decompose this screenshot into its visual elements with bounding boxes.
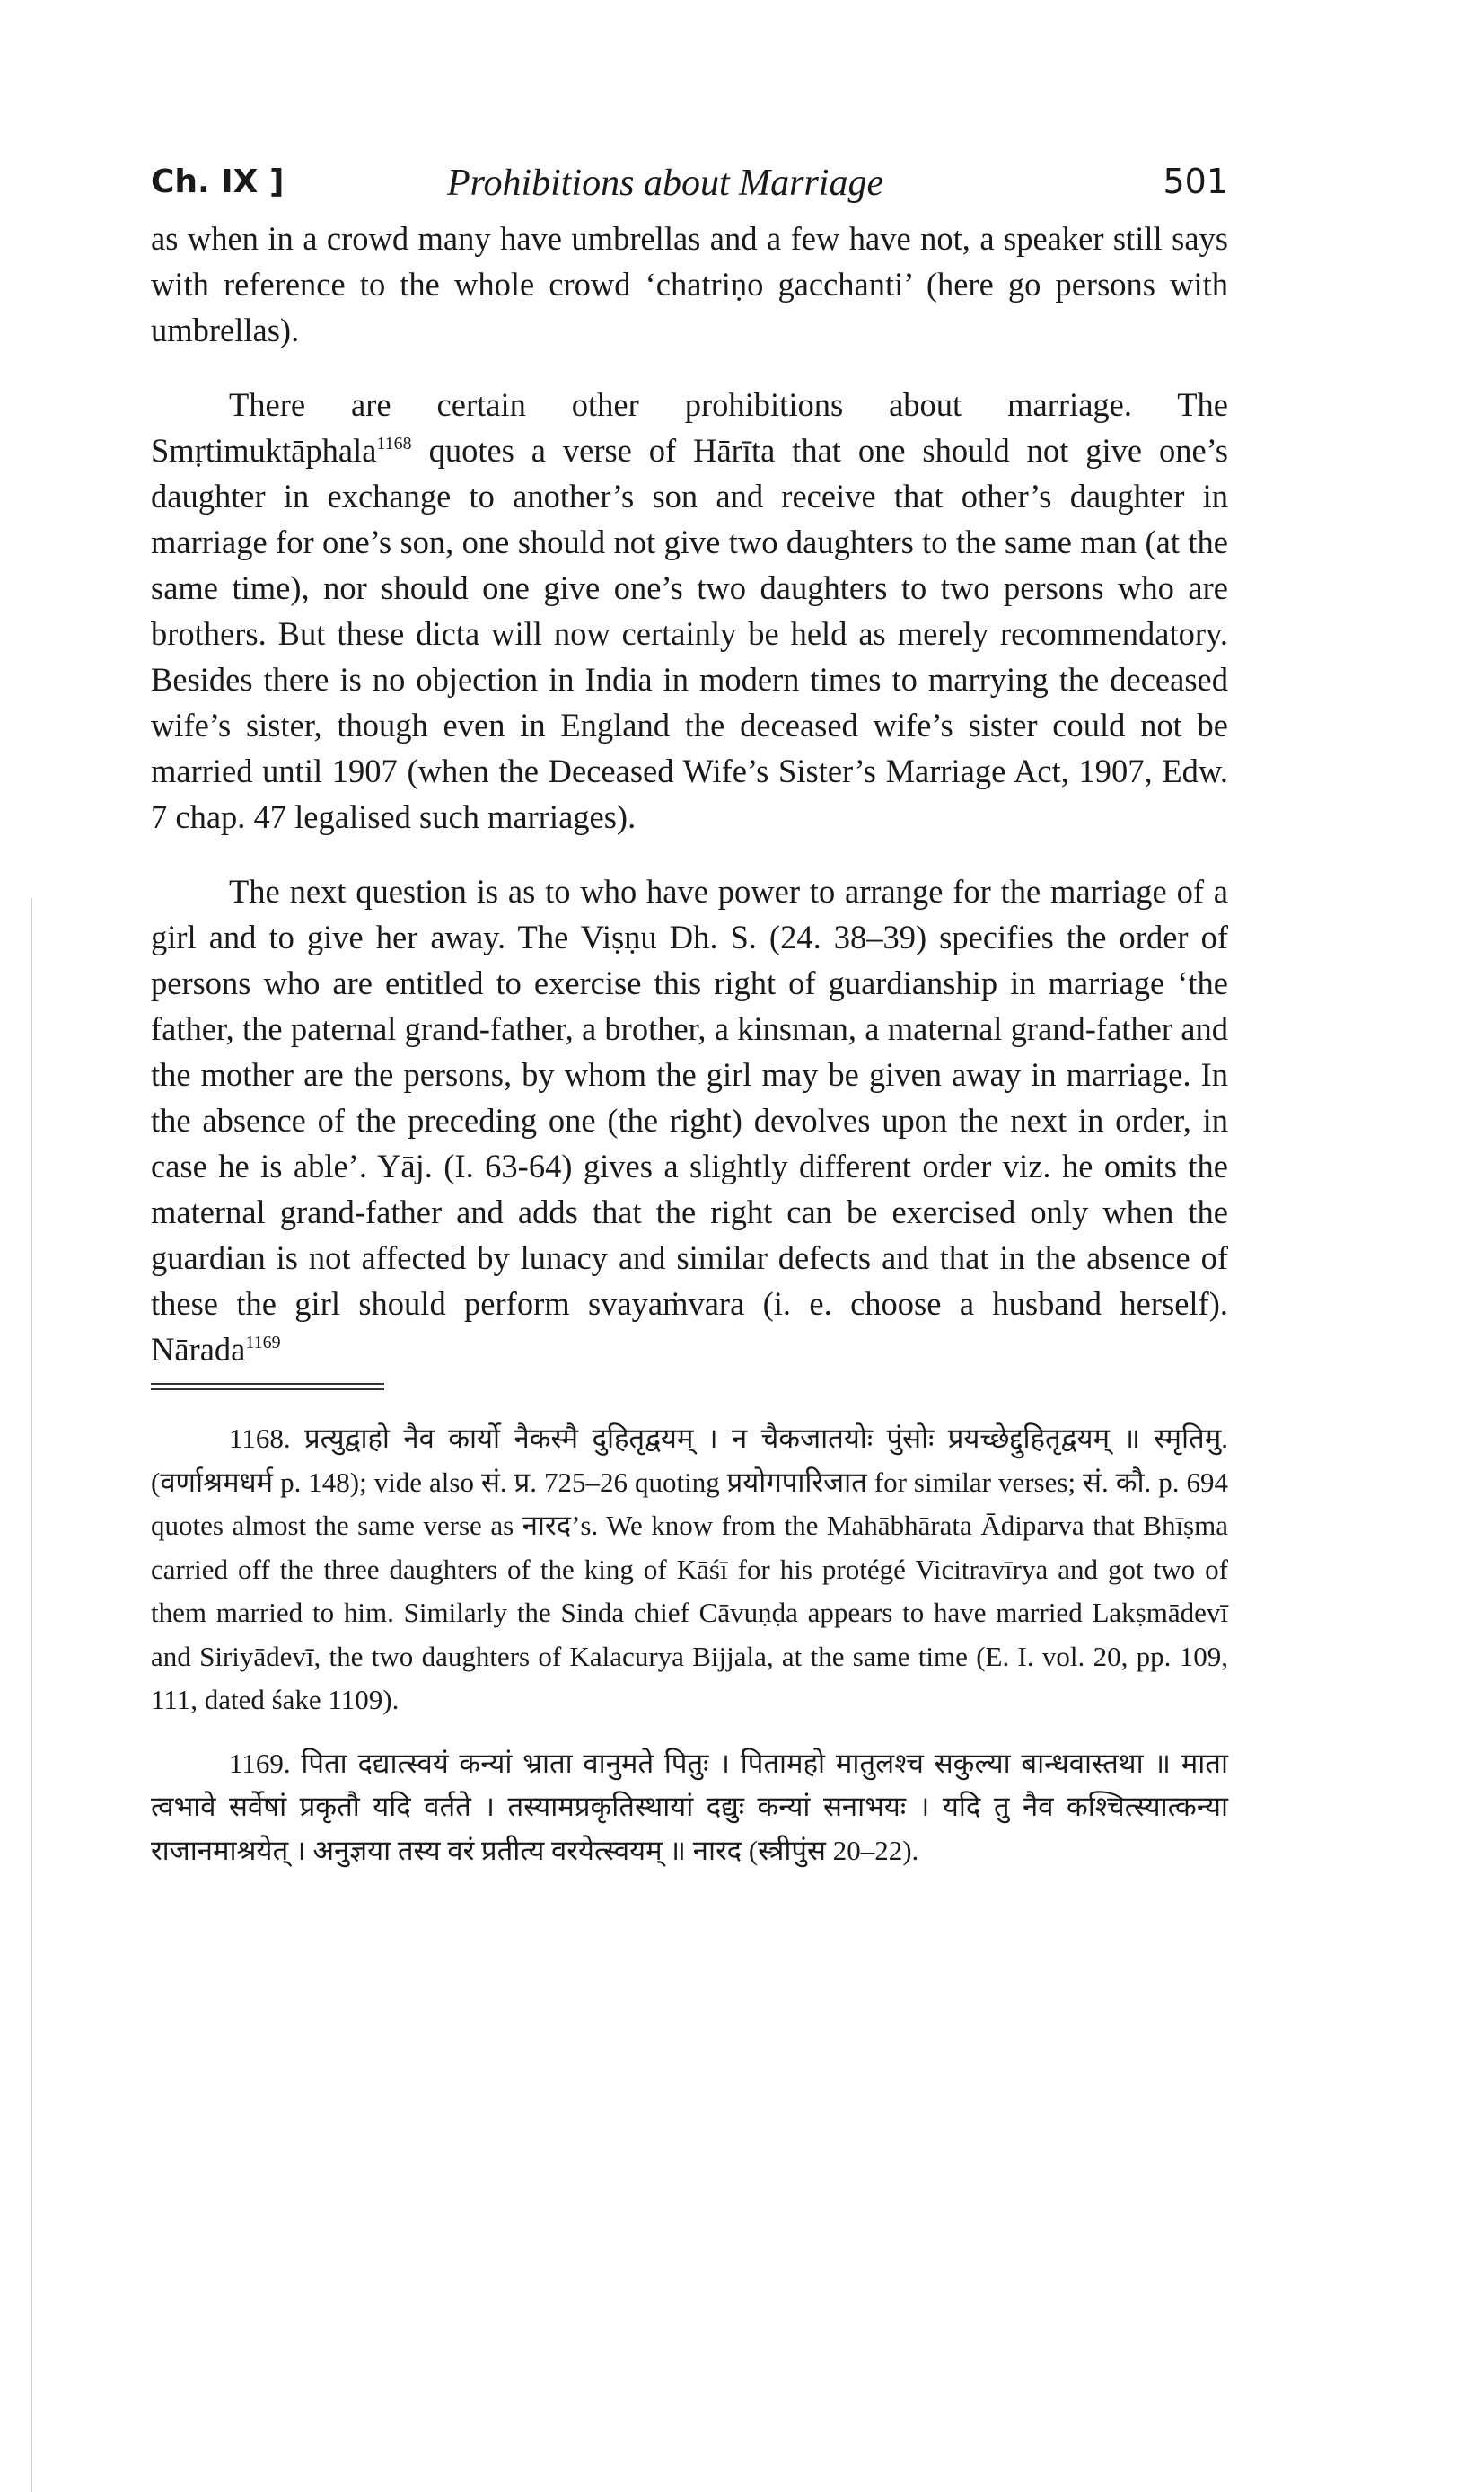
paragraph-text-before-note: The next question is as to who have power to arrange for the marriage of a girl and to give her away. The Viṣṇu Dh. S. (24. 38–39) specifies the order of persons who are entitled to exercise this right of guardianship in marriage ‘the father, the paternal grand-father, a brother, a kinsman, a maternal grand-father and the mother are the persons, by whom the girl may be given away in marriage. In the absence of the preceding one (the right) devolves upon the next in order, in case he is able’. Yāj. (I. 63-64) gives a slightly different order viz. he omits the maternal grand-father and adds that the right can be exercised only when the guardian is not affected by lunacy and similar defects and that in the absence of these the girl should perform svayaṁvara (i. e. choose a husband herself). Nārada <box>151 873 1228 1368</box>
paragraph-text-before-note: There are certain other prohibitions about marriage. The Smṛtimuktāphala <box>151 386 1228 469</box>
footnote-divider <box>151 1383 384 1385</box>
paragraph-prohibitions <box>151 382 1228 840</box>
body-text <box>151 216 1228 1372</box>
footnote-1168: 1168. प्रत्युद्वाहो नैव कार्यो नैकस्मै दुहितृद्वयम् । न चैकजातयोः पुंसोः प्रयच्छेद्दुहितृद्वयम् ॥ स्मृतिमु. (वर्णाश्रमधर्म p. 148); vide also सं. प्र. 725–26 quoting प्रयोगपारिजात for similar verses; सं. कौ. p. 694 quotes almost the same verse as नारद’s. We know from the Mahābhārata Ādiparva that Bhīṣma carried off the three daughters of the king of Kāśī for his protégé Vicitravīrya and got two of them married to him. Similarly the Sinda chief Cāvuṇḍa appears to have married Lakṣmādevī and Siriyādevī, the two daughters of Kalacurya Bijjala, at the same time (E. I. vol. 20, pp. 109, 111, dated śake 1109). <box>151 1422 1228 1715</box>
scan-margin-line <box>31 898 32 2492</box>
book-page <box>151 153 1228 1872</box>
chapter-label: Ch. IX ] <box>151 163 285 200</box>
paragraph-continuation <box>151 216 1228 353</box>
footnote-ref-1168[interactable]: 1168 <box>376 434 412 453</box>
footnote-1169: 1169. पिता दद्यात्स्वयं कन्यां भ्राता वानुमते पितुः । पितामहो मातुलश्च सकुल्या बान्धवास्तथा ॥ माता त्वभावे सर्वेषां प्रकृतौ यदि वर्तते । तस्यामप्रकृतिस्थायां दद्युः कन्यां सनाभयः । यदि तु नैव कश्चित्स्यात्कन्या राजानमाश्रयेत् । अनुज्ञया तस्य वरं प्रतीत्य वरयेत्स्वयम् ॥ नारद (स्त्रीपुंस 20–22). <box>151 1747 1228 1866</box>
running-header <box>151 153 1228 216</box>
running-title: Prohibitions about Marriage <box>447 163 884 204</box>
paragraph-text: as when in a crowd many have umbrellas and a few have not, a speaker still says with reference to the whole crowd ‘chatriṇo gacchanti’ (here go persons with umbrellas). <box>151 220 1228 348</box>
page-number: 501 <box>1163 162 1228 201</box>
paragraph-guardianship <box>151 868 1228 1372</box>
footnotes <box>151 1417 1228 1872</box>
footnote-ref-1169[interactable]: 1169 <box>245 1333 281 1352</box>
paragraph-text-after-note: quotes a verse of Hārīta that one should not give one’s daughter in exchange to another’s son and receive that other’s daughter in marriage for one’s son, one should not give two daughters to the same man (at the same time), nor should one give one’s two daughters to two persons who are brothers. But these dicta will now certainly be held as merely recommendatory. Besides there is no objection in India in modern times to marrying the deceased wife’s sister, though even in England the deceased wife’s sister could not be married until 1907 (when the Deceased Wife’s Sister’s Marriage Act, 1907, Edw. 7 chap. 47 legalised such marriages). <box>151 432 1228 835</box>
footnote-divider-second <box>151 1388 384 1390</box>
